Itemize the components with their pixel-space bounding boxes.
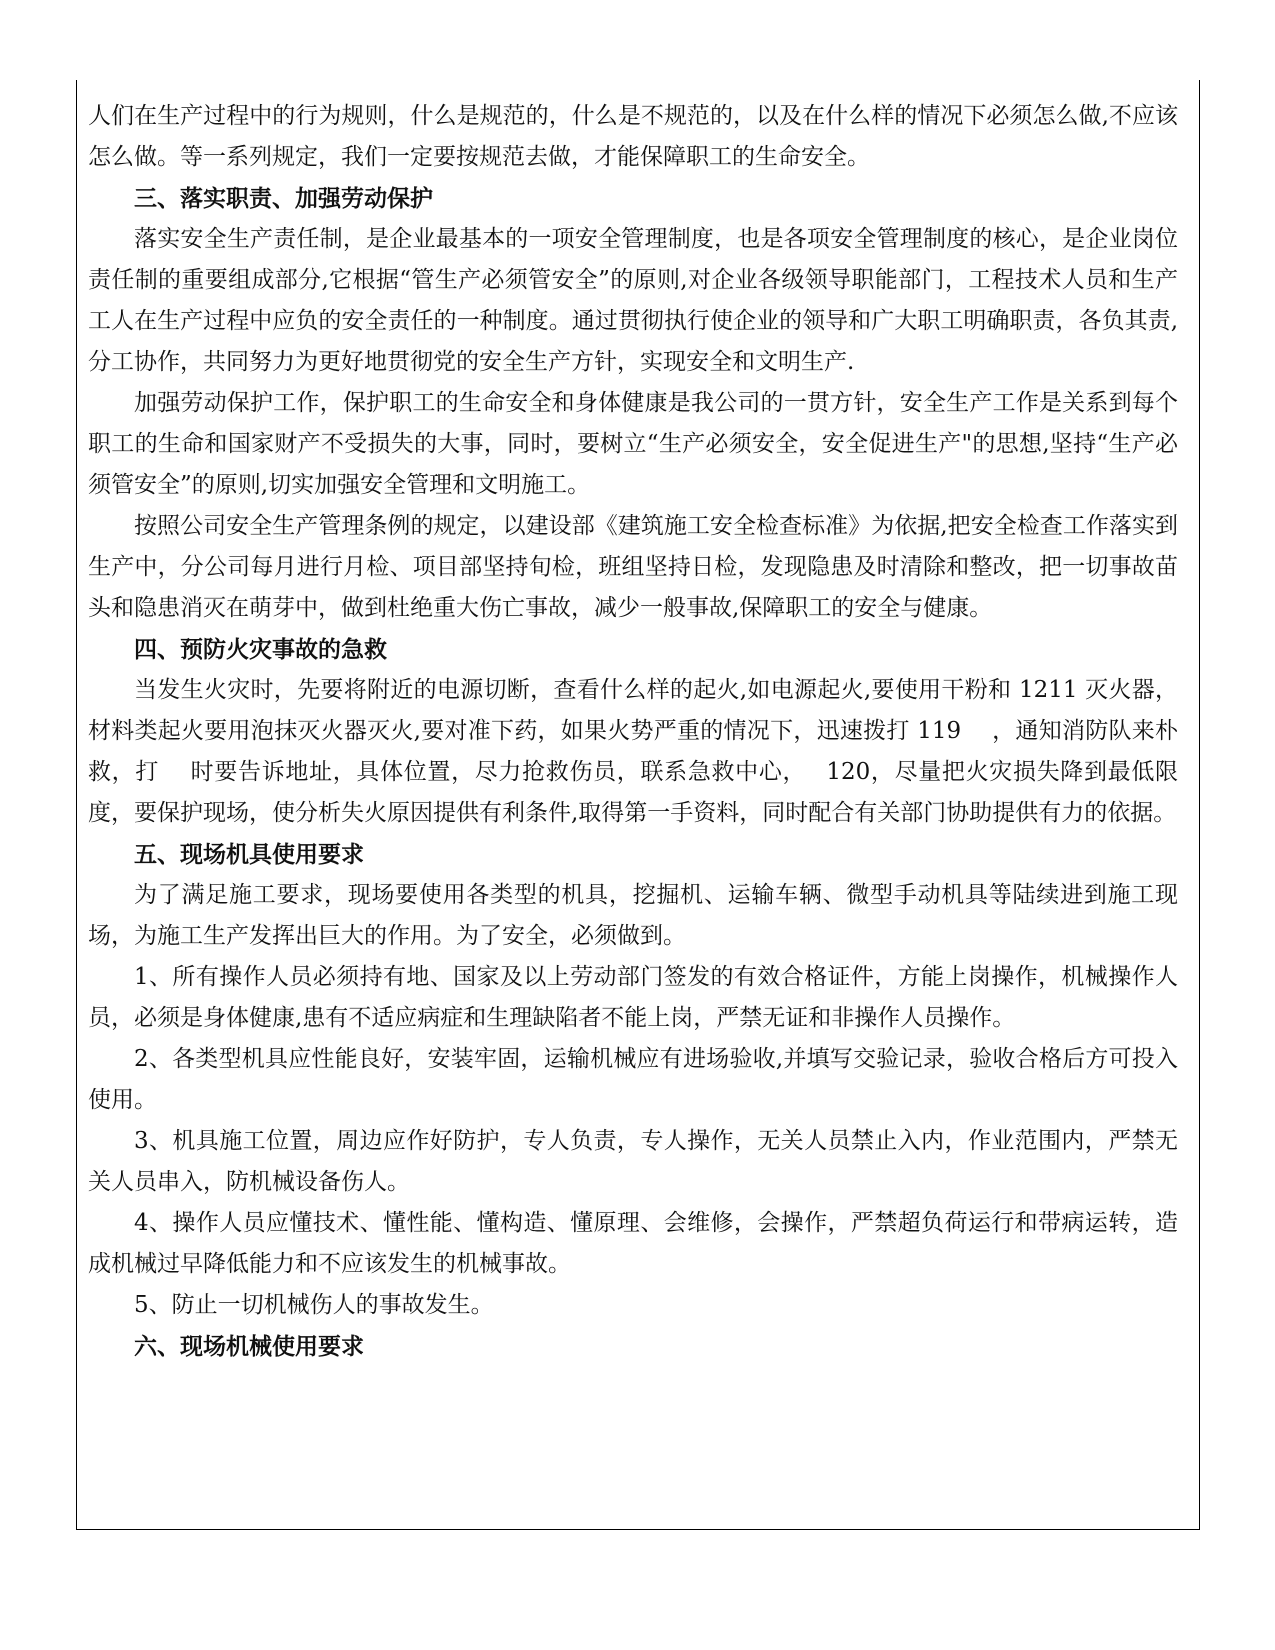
paragraph-machinery-item-3: 3、机具施工位置，周边应作好防护，专人负责，专人操作，无关人员禁止入内，作业范围内，严禁无关人员串入，防机械设备伤人。 [88, 1128, 1178, 1195]
paragraph-labor-protection: 加强劳动保护工作，保护职工的生命安全和身体健康是我公司的一贯方针，安全生产工作是关系到每个职工的生命和国家财产不受损失的大事，同时，要树立“生产必须安全，安全促进生产"的思想,坚持“生产必须管安全”的原则,切实加强安全管理和文明施工。 [88, 390, 1178, 498]
paragraph-machinery-item-5: 5、防止一切机械伤人的事故发生。 [134, 1292, 494, 1318]
paragraph-intro-continuation: 人们在生产过程中的行为规则，什么是规范的，什么是不规范的，以及在什么样的情况下必须怎么做,不应该怎么做。等一系列规定，我们一定要按规范去做，才能保障职工的生命安全。 [88, 103, 1178, 170]
paragraph-machinery-item-2: 2、各类型机具应性能良好，安装牢固，运输机械应有进场验收,并填写交验记录，验收合格后方可投入使用。 [88, 1046, 1178, 1113]
paragraph-safety-inspection: 按照公司安全生产管理条例的规定，以建设部《建筑施工安全检查标准》为依据,把安全检查工作落实到生产中，分公司每月进行月检、项目部坚持旬检，班组坚持日检，发现隐患及时清除和整改，把一切事故苗头和隐患消灭在萌芽中，做到杜绝重大伤亡事故，减少一般事故,保障职工的安全与健康。 [88, 513, 1178, 621]
section-heading-5: 五、现场机具使用要求 [134, 841, 364, 868]
paragraph-responsibility: 落实安全生产责任制，是企业最基本的一项安全管理制度，也是各项安全管理制度的核心，是企业岗位责任制的重要组成部分,它根据“管生产必须管安全”的原则,对企业各级领导职能部门，工程技术人员和生产工人在生产过程中应负的安全责任的一种制度。通过贯彻执行使企业的领导和广大职工明确职责，各负其责,分工协作，共同努力为更好地贯彻党的安全生产方针，实现安全和文明生产. [88, 226, 1178, 375]
paragraph-machinery-item-1: 1、所有操作人员必须持有地、国家及以上劳动部门签发的有效合格证件，方能上岗操作，机械操作人员，必须是身体健康,患有不适应病症和生理缺陷者不能上岗，严禁无证和非操作人员操作。 [88, 964, 1178, 1031]
section-heading-6: 六、现场机械使用要求 [134, 1333, 364, 1360]
section-heading-3: 三、落实职责、加强劳动保护 [134, 185, 433, 212]
section-heading-4: 四、预防火灾事故的急救 [134, 636, 387, 663]
paragraph-fire-emergency: 当发生火灾时，先要将附近的电源切断，查看什么样的起火,如电源起火,要使用干粉和 1211 灭火器，材料类起火要用泡抹灭火器灭火,要对准下药，如果火势严重的情况下，迅速拨打 119 ，通知消防队来朴救，打 时要告诉地址，具体位置，尽力抢救伤员，联系急救中心， 120，尽量把火灾损失降到最低限度，要保护现场，使分析失火原因提供有利条件,取得第一手资料，同时配合有关部门协助提供有力的依据。 [88, 677, 1178, 826]
document-body [88, 96, 1178, 1367]
paragraph-machinery-intro: 为了满足施工要求，现场要使用各类型的机具，挖掘机、运输车辆、微型手动机具等陆续进到施工现场，为施工生产发挥出巨大的作用。为了安全，必须做到。 [88, 882, 1178, 949]
paragraph-machinery-item-4: 4、操作人员应懂技术、懂性能、懂构造、懂原理、会维修，会操作，严禁超负荷运行和带病运转，造成机械过早降低能力和不应该发生的机械事故。 [88, 1210, 1178, 1277]
